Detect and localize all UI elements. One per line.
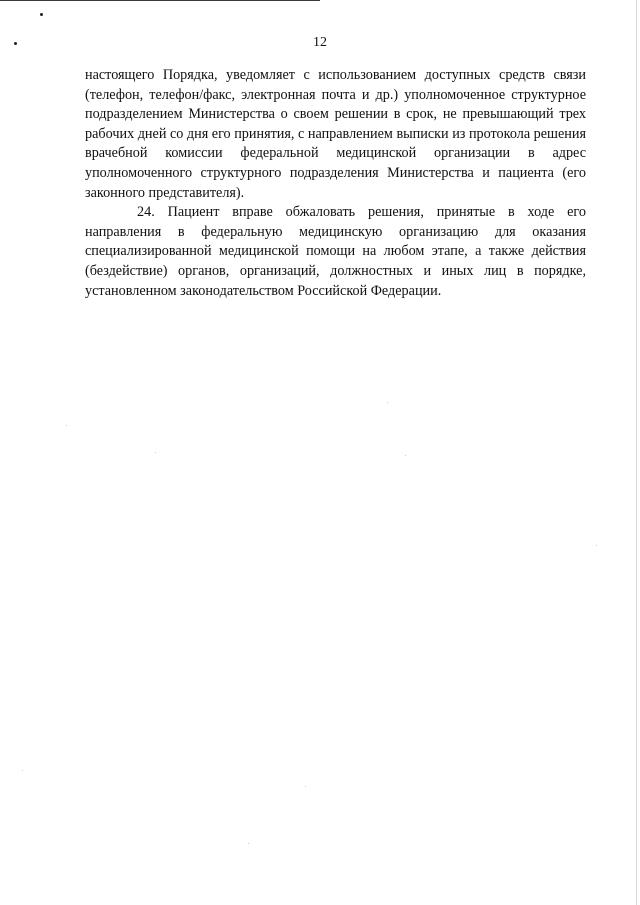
scan-speck <box>248 843 249 844</box>
scan-edge-right <box>636 0 637 905</box>
paragraph-item-24: 24. Пациент вправе обжаловать решения, принятые в ходе его направления в федеральную медицинскую организацию для оказания специализированной медицинской помощи на любом этапе, а также действия (бездействие) органов, организаций, должностных и иных лиц в порядке, установленном законодательством Российской Федерации. <box>85 204 586 299</box>
scan-speck <box>66 425 67 426</box>
document-body <box>85 66 586 301</box>
scan-speck <box>596 545 597 546</box>
scan-edge-top <box>0 0 320 1</box>
scan-speck <box>155 452 156 453</box>
scan-speck <box>405 455 406 456</box>
paragraph-continuation: настоящего Порядка, уведомляет с использованием доступных средств связи (телефон, телефон/факс, электронная почта и др.) уполномоченное структурное подразделением Министерства о своем решении в срок, не превышающий трех рабочих дней со дня его принятия, с направлением выписки из протокола решения врачебной комиссии федеральной медицинской организации в адрес уполномоченного структурного подразделения Министерства и пациента (его законного представителя). <box>85 67 586 201</box>
scan-speck <box>387 402 388 403</box>
scan-speck <box>40 13 43 16</box>
scan-speck <box>22 770 23 771</box>
page-number: 12 <box>313 35 327 50</box>
scan-speck <box>305 786 306 787</box>
